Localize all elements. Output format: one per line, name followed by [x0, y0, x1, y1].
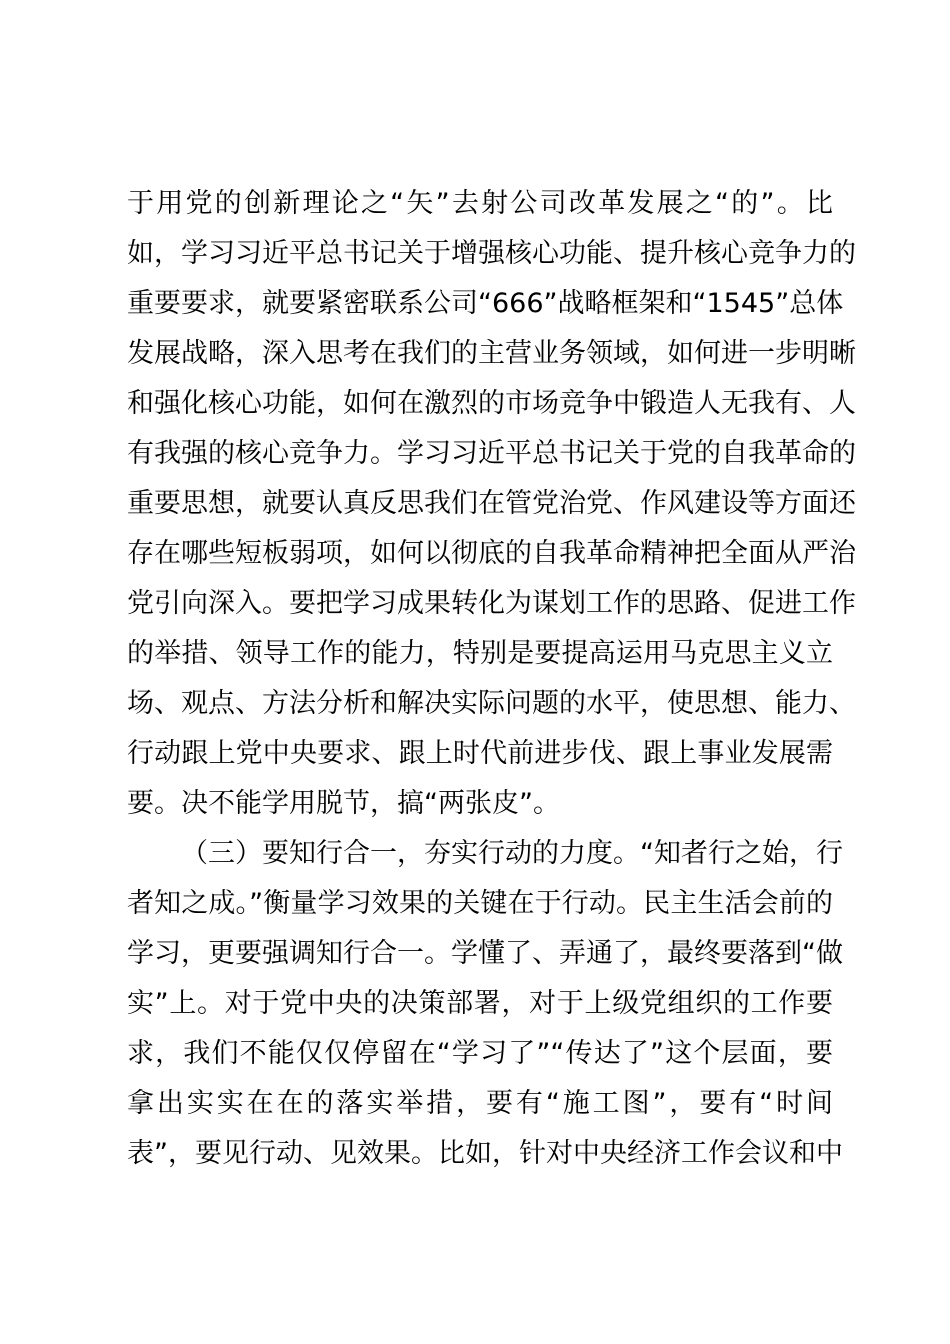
paragraph-2: [127, 829, 843, 1179]
text-line: 的举措、领导工作的能力，特别是要提高运用马克思主义立: [127, 638, 833, 669]
text-line: 行动跟上党中央要求、跟上时代前进步伐、跟上事业发展需: [127, 738, 833, 769]
text-line: 表”，要见行动、见效果。比如，针对中央经济工作会议和中: [127, 1138, 843, 1169]
text-line: 重要思想，就要认真反思我们在管党治党、作风建设等方面还: [127, 488, 856, 519]
text-line: 和强化核心功能，如何在激烈的市场竞争中锻造人无我有、人: [127, 388, 856, 419]
text-line: 求，我们不能仅仅停留在“学习了”“传达了”这个层面，要: [127, 1038, 833, 1069]
text-line: 存在哪些短板弱项，如何以彻底的自我革命精神把全面从严治: [127, 538, 856, 569]
text-line: 党引向深入。要把学习成果转化为谋划工作的思路、促进工作: [127, 588, 856, 619]
text-line: 场、观点、方法分析和解决实际问题的水平，使思想、能力、: [127, 688, 856, 719]
text-line: 拿出实实在在的落实举措，要有“施工图”，要有“时间: [127, 1088, 833, 1119]
text-line: 有我强的核心竞争力。学习习近平总书记关于党的自我革命的: [127, 438, 856, 469]
text-line: 于用党的创新理论之“矢”去射公司改革发展之“的”。比: [127, 188, 833, 219]
body-text: [127, 179, 856, 1179]
text-line: 如，学习习近平总书记关于增强核心功能、提升核心竞争力的: [127, 238, 856, 269]
text-line: 要。决不能学用脱节，搞“两张皮”。: [127, 788, 560, 819]
text-line: 学习，更要强调知行合一。学懂了、弄通了，最终要落到“做: [127, 938, 843, 969]
section-heading-line: （三）要知行合一，夯实行动的力度。“知者行之始，行: [181, 838, 843, 869]
text-line: 实”上。对于党中央的决策部署，对于上级党组织的工作要: [127, 988, 833, 1019]
text-line: 发展战略，深入思考在我们的主营业务领域，如何进一步明晰: [127, 338, 856, 369]
text-line: 者知之成。”衡量学习效果的关键在于行动。民主生活会前的: [127, 888, 833, 919]
text-line: 重要要求，就要紧密联系公司“666”战略框架和“1545”总体: [127, 288, 844, 319]
paragraph-1: [127, 179, 856, 829]
